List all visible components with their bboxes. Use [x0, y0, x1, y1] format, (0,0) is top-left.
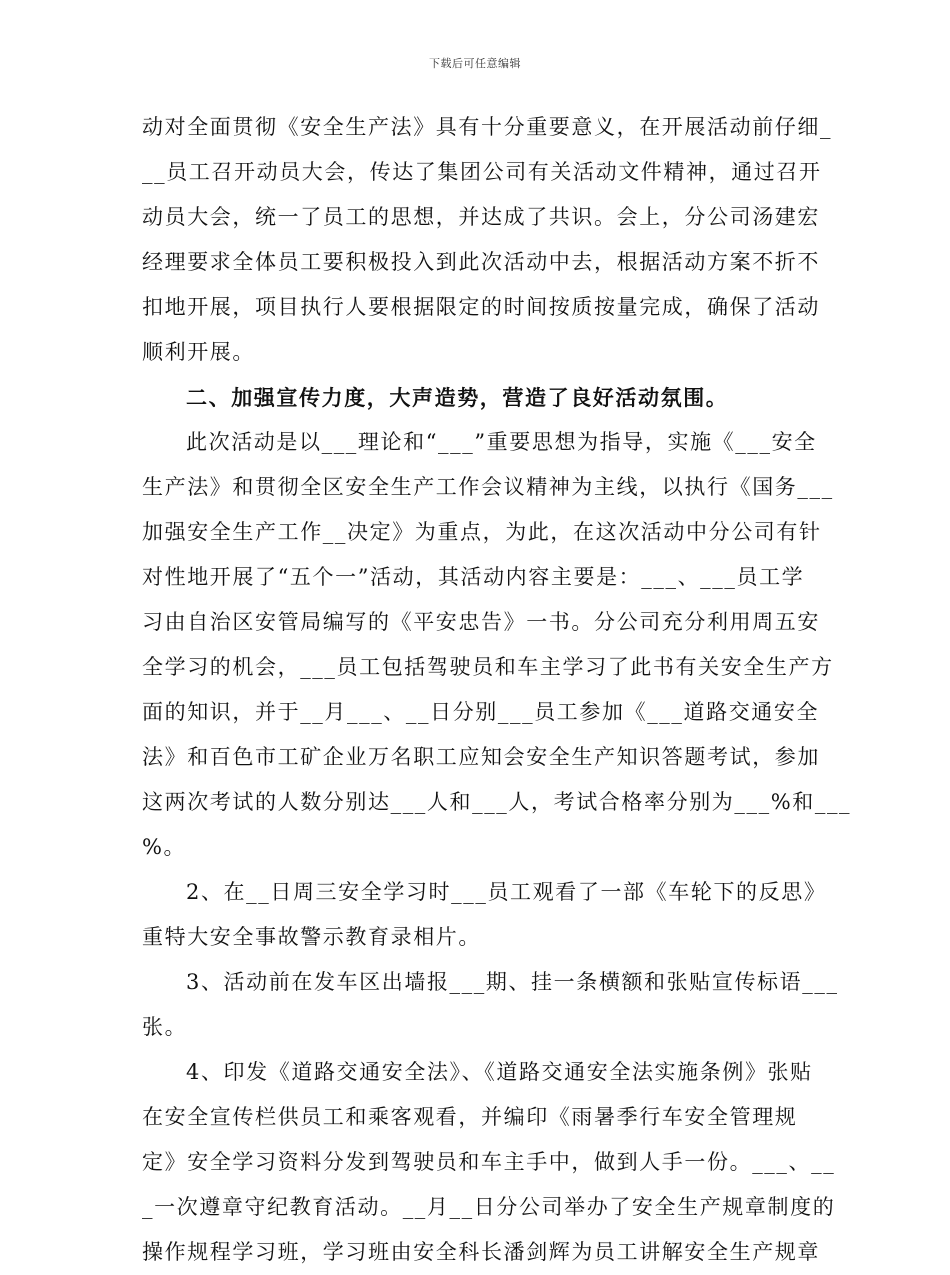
body-line: 法》和百色市工矿企业万名职工应知会安全生产知识答题考试，参加: [142, 745, 820, 769]
body-line: 顺利开展。: [142, 340, 255, 364]
body-line: 张。: [142, 1015, 188, 1039]
body-line: 2、在__日周三安全学习时___员工观看了一部《车轮下的反思》: [186, 880, 827, 904]
body-line: 扣地开展，项目执行人要根据限定的时间按质按量完成，确保了活动: [142, 295, 820, 319]
body-line: 3、活动前在发车区出墙报___期、挂一条横额和张贴宣传标语___: [186, 970, 839, 994]
body-line: 4、印发《道路交通安全法》、《道路交通安全法实施条例》张贴: [186, 1060, 813, 1084]
body-line: __员工召开动员大会，传达了集团公司有关活动文件精神，通过召开: [142, 160, 822, 184]
body-line: 此次活动是以___理论和“___”重要思想为指导，实施《___安全: [186, 430, 817, 454]
body-line: _一次遵章守纪教育活动。__月__日分公司举办了安全生产规章制度的: [142, 1195, 836, 1219]
body-line: 经理要求全体员工要积极投入到此次活动中去，根据活动方案不折不: [142, 250, 820, 274]
body-line: 动员大会，统一了员工的思想，并达成了共识。会上，分公司汤建宏: [142, 205, 820, 229]
page-header-note: 下载后可任意编辑: [429, 57, 521, 70]
body-line: 这两次考试的人数分别达___人和___人，考试合格率分别为___%和___: [142, 790, 852, 814]
section-heading: 二、加强宣传力度，大声造势，营造了良好活动氛围。: [186, 385, 729, 410]
document-body: [142, 105, 852, 1275]
body-line: 对性地开展了“五个一”活动，其活动内容主要是：___、___员工学: [142, 565, 805, 589]
body-line: 动对全面贯彻《安全生产法》具有十分重要意义，在开展活动前仔细_: [142, 115, 833, 139]
body-line: 重特大安全事故警示教育录相片。: [142, 925, 481, 949]
body-line: 在安全宣传栏供员工和乘客观看，并编印《雨暑季行车安全管理规: [142, 1105, 798, 1129]
body-line: 习由自治区安管局编写的《平安忠告》一书。分公司充分利用周五安: [142, 610, 820, 634]
body-line: 生产法》和贯彻全区安全生产工作会议精神为主线，以执行《国务___: [142, 475, 834, 499]
body-line: %。: [142, 835, 187, 859]
body-line: 面的知识，并于__月___、__日分别___员工参加《___道路交通安全: [142, 700, 820, 724]
body-line: 操作规程学习班，学习班由安全科长潘剑辉为员工讲解安全生产规章: [142, 1240, 820, 1264]
body-line: 加强安全生产工作__决定》为重点，为此，在这次活动中分公司有针: [142, 520, 822, 544]
body-line: 全学习的机会，___员工包括驾驶员和车主学习了此书有关安全生产方: [142, 655, 834, 679]
body-line: 定》安全学习资料分发到驾驶员和车主手中，做到人手一份。___、__: [142, 1150, 836, 1174]
